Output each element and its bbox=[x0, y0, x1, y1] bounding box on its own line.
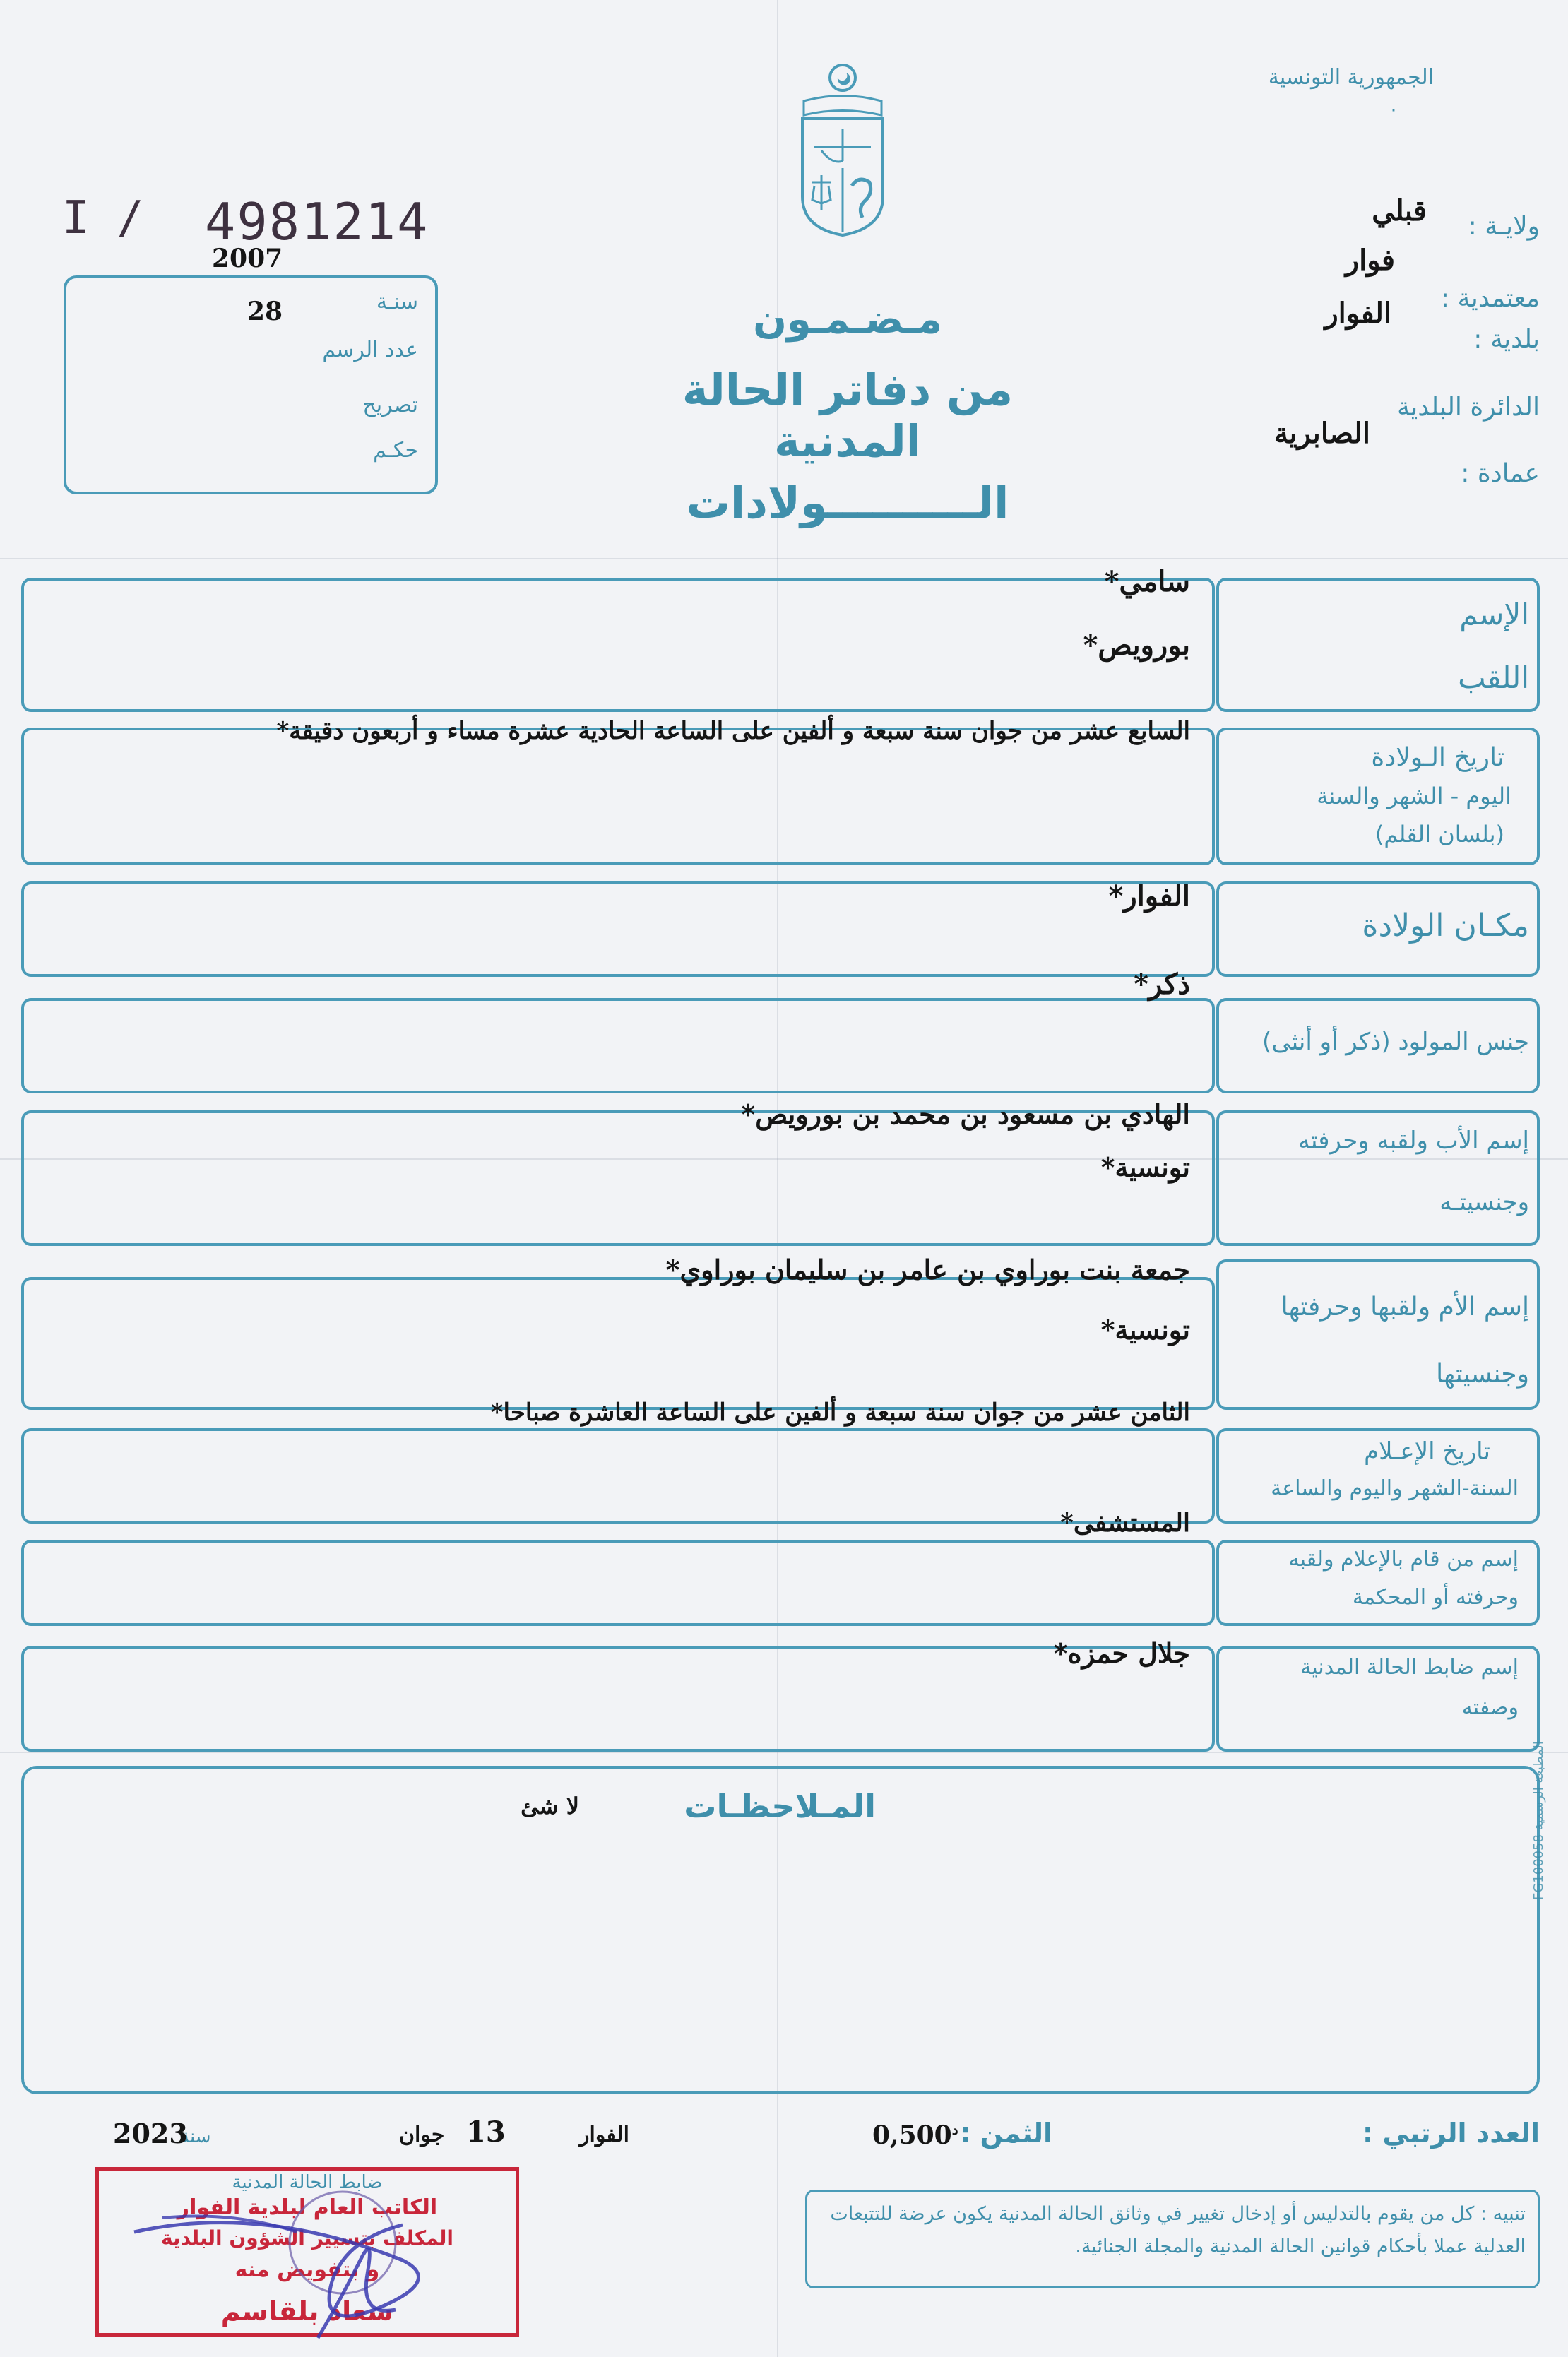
remarks-label: المـلاحظـات bbox=[684, 1787, 876, 1825]
surname-label: اللقب bbox=[1458, 660, 1529, 695]
birth-date-label2: اليوم - الشهر والسنة bbox=[1317, 783, 1511, 809]
printer-code: المطبعة الرسمية FG100058 bbox=[1531, 1741, 1546, 1900]
registry-declaration-label: تصريح bbox=[362, 393, 418, 417]
stamp-line4: و بتفويض منه bbox=[234, 2257, 380, 2282]
mother-nationality: تونسية* bbox=[1100, 1314, 1190, 1346]
stamp-line2: الكاتب العام لبلدية الفوار bbox=[177, 2195, 438, 2220]
stamp-line3: المكلف بتسيير الشؤون البلدية bbox=[161, 2226, 453, 2250]
birth-place-label: مكـان الولادة bbox=[1362, 908, 1529, 944]
baladiya-label: بلدية : bbox=[1473, 325, 1540, 354]
sex-value: ذكر* bbox=[1134, 968, 1190, 1001]
sex-value-box bbox=[21, 998, 1215, 1093]
price-value: $0,500^د$ bbox=[872, 2120, 958, 2150]
motamadiya-label: معتمدية : bbox=[1440, 284, 1540, 313]
declaration-date-label1: تاريخ الإعـلام bbox=[1364, 1437, 1490, 1466]
signature-mark bbox=[106, 2175, 516, 2345]
registry-judgment-label: حكـم bbox=[373, 438, 418, 463]
officer-label1: إسم ضابط الحالة المدنية bbox=[1300, 1655, 1519, 1680]
birth-place-value: الفوار* bbox=[1108, 879, 1190, 913]
declarant-label1: إسم من قام بالإعلام ولقبه bbox=[1288, 1547, 1519, 1572]
declaration-date-value-box bbox=[21, 1428, 1215, 1524]
surname-value: بورويص* bbox=[1083, 629, 1190, 662]
declaration-date-value: الثامن عشر من جوان سنة سبعة و ألفين على الساعة العاشرة صباحا* bbox=[490, 1399, 1190, 1427]
name-value-box bbox=[21, 578, 1215, 712]
remarks-value: لا شئ bbox=[521, 1793, 579, 1819]
footer-day: 13 bbox=[466, 2115, 506, 2149]
registry-number-value: 28 bbox=[247, 297, 283, 326]
mother-label2: وجنسيتها bbox=[1436, 1360, 1529, 1389]
birth-date-label1: تاريخ الـولادة bbox=[1371, 743, 1504, 772]
coat-of-arms-emblem bbox=[790, 62, 896, 239]
serial-prefix: I / bbox=[62, 192, 144, 244]
baladiya-value: الفوار bbox=[1324, 297, 1391, 330]
name-value: سامي* bbox=[1104, 565, 1190, 598]
motamadiya-value: فوار bbox=[1345, 244, 1395, 277]
mother-value-box bbox=[21, 1277, 1215, 1410]
father-label2: وجنسيتـه bbox=[1439, 1188, 1529, 1216]
officer-value: جلال حمزه* bbox=[1053, 1637, 1190, 1669]
declarant-label2: وحرفته أو المحكمة bbox=[1352, 1585, 1519, 1610]
title-line2: من دفاتر الحالة المدنية bbox=[682, 364, 1014, 467]
declaration-date-label2: السنة-الشهر واليوم والساعة bbox=[1271, 1476, 1519, 1501]
omada-value: الصابرية bbox=[1274, 417, 1370, 450]
name-label: الإسم bbox=[1459, 597, 1529, 631]
omada-label: عمادة : bbox=[1461, 459, 1540, 488]
title-line1: مـضـمـون bbox=[753, 297, 942, 343]
stamp-line5: سعاد بلقاسم bbox=[220, 2296, 394, 2327]
mother-value: جمعة بنت بوراوي بن عامر بن سليمان بوراوي* bbox=[665, 1254, 1190, 1286]
registry-year-value: 2007 bbox=[212, 244, 283, 273]
wilaya-value: قبلي bbox=[1372, 194, 1427, 227]
registry-year-label: سنـة bbox=[376, 290, 418, 314]
footer-month: جوان bbox=[399, 2123, 445, 2147]
declarant-value: المستشفى* bbox=[1060, 1508, 1190, 1538]
declarant-value-box bbox=[21, 1540, 1215, 1626]
father-label1: إسم الأب ولقبه وحرفته bbox=[1297, 1127, 1529, 1155]
daira-label: الدائرة البلدية bbox=[1396, 393, 1540, 422]
sex-label: جنس المولود (ذكر أو أنثى) bbox=[1262, 1028, 1529, 1056]
birth-date-value: السابع عشر من جوان سنة سبعة و ألفين على الساعة الحادية عشرة مساء و أربعون دقيقة* bbox=[276, 717, 1190, 745]
country-name: الجمهورية التونسية bbox=[1268, 65, 1434, 90]
birth-date-value-box bbox=[21, 728, 1215, 865]
birth-place-value-box bbox=[21, 881, 1215, 977]
serial-number: 4981214 bbox=[205, 192, 429, 251]
footer-year: 2023 bbox=[113, 2118, 188, 2149]
country-underline: ۰ bbox=[1389, 99, 1398, 120]
footer-year-label: سنة bbox=[180, 2126, 211, 2147]
birth-date-label3: (بلسان القلم) bbox=[1374, 821, 1504, 848]
footer-place: الفوار bbox=[579, 2123, 629, 2147]
notice-text: تنبيه : كل من يقوم بالتدليس أو إدخال تغيير في وثائق الحالة المدنية يكون عرضة للتتبعات العدلية عملا بأحكام قوانين الحالة المدنية والمجلة الجنائية. bbox=[830, 2203, 1526, 2257]
father-nationality: تونسية* bbox=[1100, 1151, 1190, 1183]
father-value-box bbox=[21, 1110, 1215, 1246]
serial-label: العدد الرتبي : bbox=[1362, 2118, 1540, 2149]
mother-label1: إسم الأم ولقبها وحرفتها bbox=[1281, 1293, 1529, 1322]
officer-value-box bbox=[21, 1646, 1215, 1752]
registry-number-label: عدد الرسم bbox=[322, 338, 418, 362]
officer-label2: وصفته bbox=[1461, 1695, 1519, 1720]
title-line3: الــــــــــولادات bbox=[686, 477, 1009, 528]
father-value: الهادي بن مسعود بن محمد بن بورويص* bbox=[741, 1098, 1190, 1130]
stamp-line1: ضابط الحالة المدنية bbox=[232, 2172, 383, 2193]
wilaya-label: ولايـة : bbox=[1468, 212, 1540, 241]
price-label: الثمن : bbox=[960, 2118, 1052, 2149]
